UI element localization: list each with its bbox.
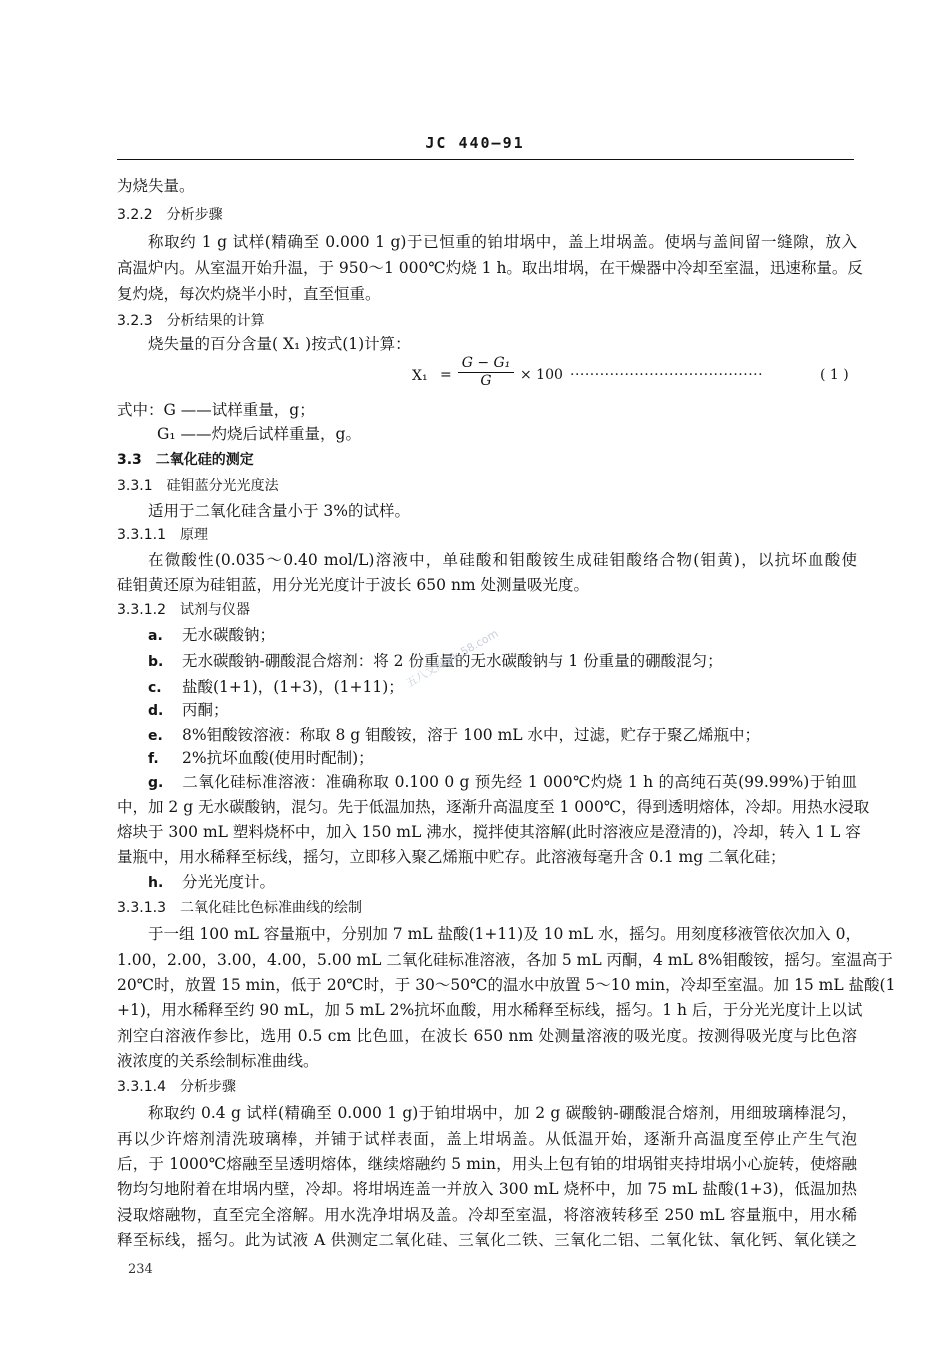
list-item: c. 盐酸(1+1)，(1+3)，(1+11)；	[148, 678, 404, 696]
text-line: 剂空白溶液作参比，选用 0.5 cm 比色皿，在波长 650 nm 处测量溶液的吸光度。按测得吸光度与比色溶	[117, 1027, 857, 1045]
text-line: 1.00，2.00，3.00，4.00，5.00 mL 二氧化硅标准溶液，各加 5 mL 丙酮，4 mL 8%钼酸铵，摇匀。室温高于	[117, 951, 893, 969]
text-line: 复灼烧，每次灼烧半小时，直至恒重。	[117, 285, 381, 303]
list-item: a. 无水碳酸钠；	[148, 626, 276, 644]
section-heading: 3.2.3 分析结果的计算	[117, 313, 265, 329]
text-line: 中，加 2 g 无水碳酸钠，混匀。先于低温加热，逐渐升高温度至 1 000℃，得到透明熔体，冷却。用热水浸取	[117, 798, 870, 816]
list-item: h. 分光光度计。	[148, 873, 276, 891]
loss-on-ignition-formula	[400, 355, 860, 392]
formula-fraction	[458, 355, 514, 389]
text-line: 在微酸性(0.035～0.40 mol/L)溶液中，单硅酸和钼酸铵生成硅钼酸络合物(钼黄)，以抗坏血酸使	[148, 551, 857, 569]
formula-numerator: G − G₁	[458, 355, 514, 373]
text-line: 称取约 0.4 g 试样(精确至 0.000 1 g)于铂坩埚中，加 2 g 碳酸钠-硼酸混合熔剂，用细玻璃棒混匀，	[148, 1104, 857, 1122]
section-heading: 3.3.1.4 分析步骤	[117, 1079, 236, 1095]
formula-leader-dots: ·······································	[570, 367, 764, 383]
list-item: e. 8%钼酸铵溶液：称取 8 g 钼酸铵，溶于 100 mL 水中，过滤，贮存于聚乙烯瓶中；	[148, 726, 761, 744]
text-line: 烧失量的百分含量( X₁ )按式(1)计算：	[148, 335, 411, 353]
text-line: 式中：G ——试样重量，g；	[117, 401, 315, 419]
section-heading: 3.3.1.2 试剂与仪器	[117, 602, 250, 618]
text-line: 后，于 1000℃熔融至呈透明熔体，继续熔融约 5 min，用头上包有铂的坩埚钳夹持坩埚小心旋转，使熔融	[117, 1155, 857, 1173]
text-line: 为烧失量。	[117, 177, 195, 195]
text-line: 再以少许熔剂清洗玻璃棒，并铺于试样表面，盖上坩埚盖。从低温开始，逐渐升高温度至停止产生气泡	[117, 1130, 857, 1148]
text-line: 物均匀地附着在坩埚内壁，冷却。将坩埚连盖一并放入 300 mL 烧杯中，加 75 mL 盐酸(1+3)，低温加热	[117, 1180, 857, 1198]
text-line: 高温炉内。从室温开始升温，于 950～1 000℃灼烧 1 h。取出坩埚，在干燥器中冷却至室温，迅速称量。反	[117, 259, 863, 277]
formula-equals: =	[440, 367, 452, 383]
text-line: 于一组 100 mL 容量瓶中，分别加 7 mL 盐酸(1+11)及 10 mL 水，摇匀。用刻度移液管依次加入 0，	[148, 925, 861, 943]
text-line: 称取约 1 g 试样(精确至 0.000 1 g)于已恒重的铂坩埚中，盖上坩埚盖。使埚与盖间留一缝隙，放入	[148, 233, 857, 251]
text-line: 释至标线，摇匀。此为试液 A 供测定二氧化硅、三氧化二铁、三氧化二铝、二氧化钛、氧化钙、氧化镁之	[117, 1231, 857, 1249]
formula-multiplier: × 100	[520, 367, 563, 383]
text-line: +1)，用水稀释至约 90 mL，加 5 mL 2%抗坏血酸，用水稀释至标线，摇匀。1 h 后，于分光光度计上以试	[117, 1001, 863, 1019]
list-item: d. 丙酮；	[148, 701, 229, 719]
text-line: 量瓶中，用水稀释至标线，摇匀，立即移入聚乙烯瓶中贮存。此溶液每毫升含 0.1 mg 二氧化硅；	[117, 848, 786, 866]
text-line: 硅钼黄还原为硅钼蓝，用分光光度计于波长 650 nm 处测量吸光度。	[117, 576, 590, 594]
list-item: f. 2%抗坏血酸(使用时配制)；	[148, 749, 374, 767]
formula-lhs: X₁	[412, 368, 428, 384]
section-heading: 3.3.1 硅钼蓝分光光度法	[117, 478, 279, 494]
header-rule	[117, 159, 854, 160]
text-line: 适用于二氧化硅含量小于 3%的试样。	[148, 502, 411, 520]
list-item: g. 二氧化硅标准溶液：准确称取 0.100 0 g 预先经 1 000℃灼烧 1 h 的高纯石英(99.99%)于铂皿	[148, 773, 857, 791]
section-heading: 3.3 二氧化硅的测定	[117, 452, 254, 468]
document-code-header: JC 440—91	[425, 134, 525, 152]
text-line: 20℃时，放置 15 min，低于 20℃时，于 30～50℃的温水中放置 5～10 min，冷却至室温。加 15 mL 盐酸(1	[117, 976, 896, 994]
list-item: b. 无水碳酸钠-硼酸混合熔剂：将 2 份重量的无水碳酸钠与 1 份重量的硼酸混匀；	[148, 652, 723, 670]
text-line: 液浓度的关系绘制标准曲线。	[117, 1052, 319, 1070]
formula-denominator: G	[480, 373, 492, 389]
formula-number: ( 1 )	[820, 367, 849, 383]
text-line: 浸取熔融物，直至完全溶解。用水洗净坩埚及盖。冷却至室温，将溶液转移至 250 mL 容量瓶中，用水稀	[117, 1206, 857, 1224]
text-line: G₁ ——灼烧后试样重量，g。	[157, 425, 361, 443]
section-heading: 3.2.2 分析步骤	[117, 207, 223, 223]
watermark: 五八文库wk.58.com	[403, 626, 501, 691]
text-line: 熔块于 300 mL 塑料烧杯中，加入 150 mL 沸水，搅拌使其溶解(此时溶液应是澄清的)，冷却，转入 1 L 容	[117, 823, 861, 841]
page-number: 234	[128, 1262, 153, 1277]
section-heading: 3.3.1.3 二氧化硅比色标准曲线的绘制	[117, 900, 362, 916]
section-heading: 3.3.1.1 原理	[117, 527, 208, 543]
